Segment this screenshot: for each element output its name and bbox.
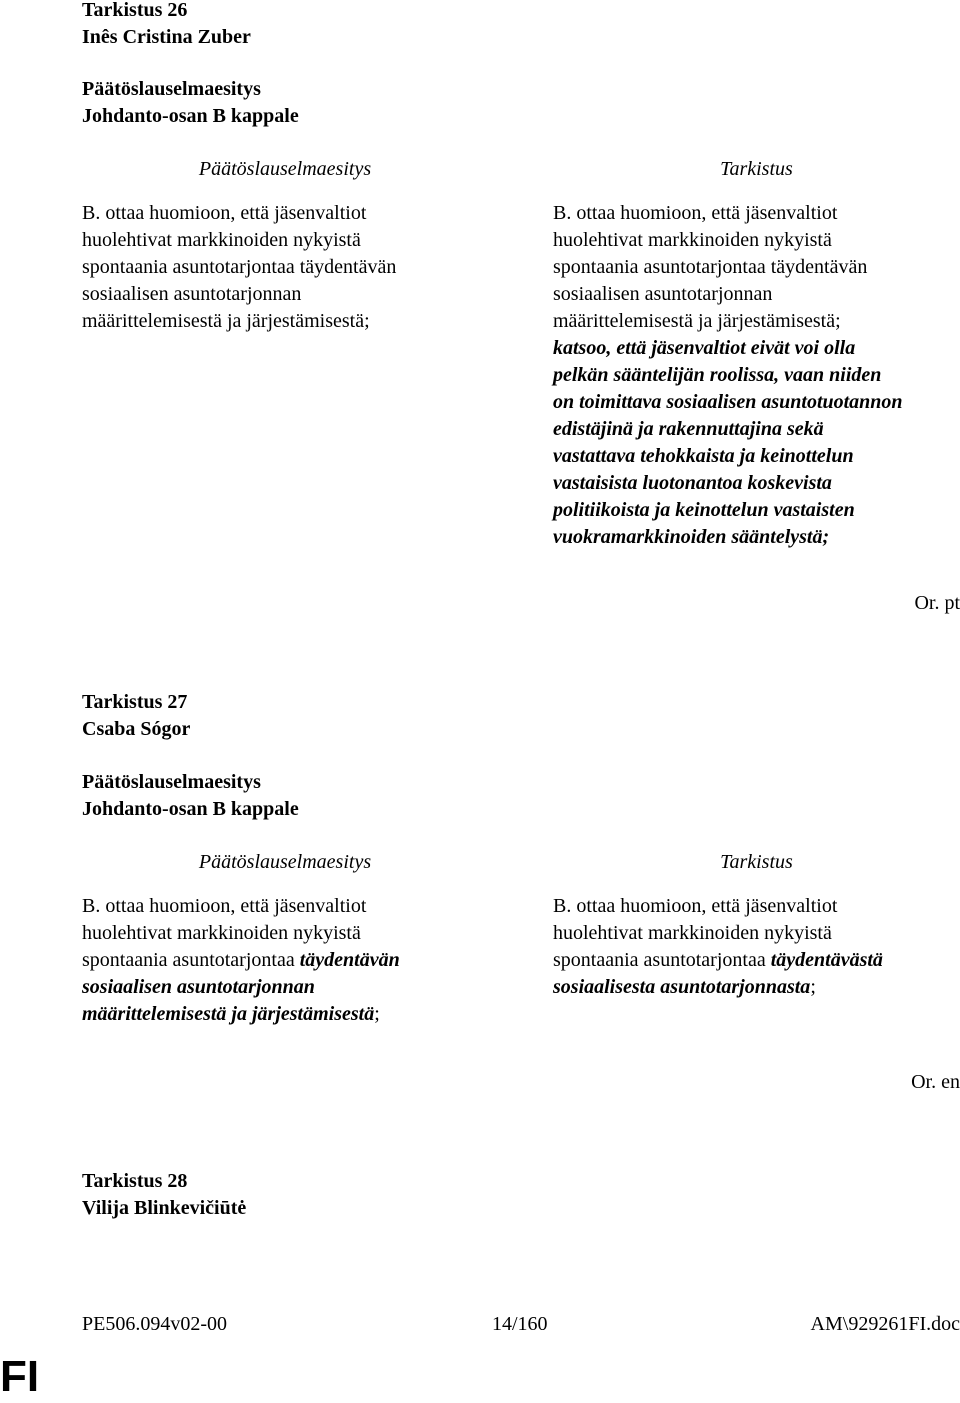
right-column [553,849,960,1001]
text-line: sosiaalisen asuntotarjonnan [553,283,773,305]
text-line: spontaania asuntotarjontaa täydentävän [82,256,397,278]
document-type: Päätöslauselmaesitys [82,771,261,793]
section-reference: Johdanto-osan B kappale [82,798,299,820]
column-heading-motion: Päätöslauselmaesitys [198,851,372,873]
left-column [82,849,488,1028]
footer-page-number: 14/160 [492,1313,548,1335]
text-line: huolehtivat markkinoiden nykyistä [553,922,832,944]
amendment-number: Tarkistus 27 [82,691,188,713]
added-text-line: vuokramarkkinoiden sääntelystä; [553,526,830,548]
text-line: huolehtivat markkinoiden nykyistä [82,229,361,251]
text-line: huolehtivat markkinoiden nykyistä [553,229,832,251]
added-text-line: politiikoista ja keinottelun vastaisten [553,499,855,521]
text-line: B. ottaa huomioon, että jäsenvaltiot [553,895,838,917]
text-line: määrittelemisestä ja järjestämisestä; [82,1003,380,1025]
text-line: huolehtivat markkinoiden nykyistä [82,922,361,944]
text-line: määrittelemisestä ja järjestämisestä; [82,310,370,332]
added-text-line: pelkän sääntelijän roolissa, vaan niiden [553,364,882,386]
amendment-author: Csaba Sógor [82,718,191,740]
column-heading-motion: Päätöslauselmaesitys [198,158,372,180]
left-column [82,156,488,335]
text-line: B. ottaa huomioon, että jäsenvaltiot [82,202,367,224]
amendment-author: Vilija Blinkevičiūtė [82,1197,247,1219]
text-line: spontaania asuntotarjontaa täydentävän [82,949,400,971]
document-type: Päätöslauselmaesitys [82,78,261,100]
amendment-author: Inês Cristina Zuber [82,26,251,48]
column-heading-amendment: Tarkistus [720,158,793,180]
column-heading-amendment: Tarkistus [720,851,793,873]
section-reference: Johdanto-osan B kappale [82,105,299,127]
added-text-line: edistäjinä ja rakennuttajina sekä [553,418,824,440]
text-line: spontaania asuntotarjontaa täydentävästä [553,949,883,971]
changed-text: sosiaalisesta asuntotarjonnasta [553,976,811,998]
text-line [82,974,488,1001]
added-text-line: katsoo, että jäsenvaltiot eivät voi olla [553,337,856,359]
changed-text: sosiaalisen asuntotarjonnan [82,976,315,998]
changed-text: määrittelemisestä ja järjestämisestä [82,1003,375,1025]
text-line: sosiaalisesta asuntotarjonnasta; [553,976,816,998]
footer-document-reference: PE506.094v02-00 [82,1313,227,1335]
added-text-line: vastaisista luotonantoa koskevista [553,472,832,494]
footer-file-reference: AM\929261FI.doc [810,1313,960,1335]
amendment-number: Tarkistus 26 [82,0,188,21]
added-text-line: vastattava tehokkaista ja keinottelun [553,445,854,467]
original-language: Or. pt [914,592,960,614]
text-line: B. ottaa huomioon, että jäsenvaltiot [553,202,838,224]
text-line: spontaania asuntotarjontaa täydentävän [553,256,868,278]
language-code: FI [0,1352,40,1401]
changed-text: täydentävän [299,949,400,971]
original-language: Or. en [911,1071,960,1093]
changed-text: täydentävästä [770,949,883,971]
text-line: B. ottaa huomioon, että jäsenvaltiot [82,895,367,917]
right-column [553,156,960,551]
text-line: määrittelemisestä ja järjestämisestä; [553,310,841,332]
amendment-number: Tarkistus 28 [82,1170,188,1192]
text-line: sosiaalisen asuntotarjonnan [82,283,302,305]
added-text-line: on toimittava sosiaalisen asuntotuotannon [553,391,903,413]
